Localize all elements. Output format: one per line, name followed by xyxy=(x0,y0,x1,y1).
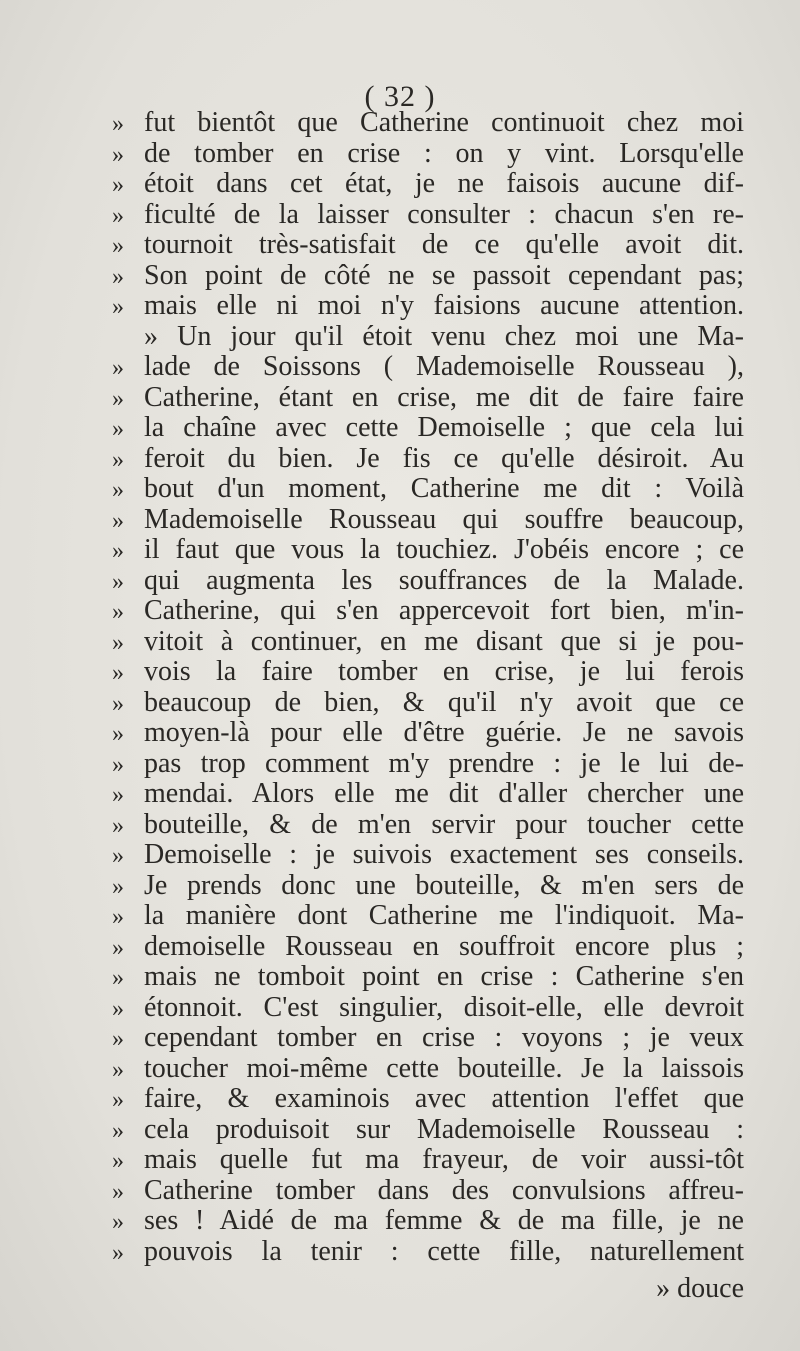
line-text: mais quelle fut ma frayeur, de voir aussi-tôt xyxy=(144,1145,744,1175)
quote-mark: » xyxy=(112,904,124,930)
line-text: pas trop comment m'y prendre : je le lui de- xyxy=(144,748,744,779)
text-line xyxy=(112,566,744,597)
quote-mark: » xyxy=(112,355,124,381)
line-text: faire, & examinois avec attention l'effet que xyxy=(144,1084,744,1114)
line-text: il faut que vous la touchiez. J'obéis encore ; ce xyxy=(144,535,744,565)
line-text: tournoit très-satisfait de ce qu'elle avoit dit. xyxy=(144,230,744,260)
text-line xyxy=(112,383,744,414)
text-line xyxy=(112,749,744,780)
quote-mark: » xyxy=(112,111,124,137)
text-line xyxy=(112,1023,744,1054)
line-text: » Un jour qu'il étoit venu chez moi une Ma- xyxy=(144,321,744,352)
text-line xyxy=(112,871,744,902)
line-text: toucher moi-même cette bouteille. Je la laissois xyxy=(144,1053,744,1084)
quote-mark: » xyxy=(112,1239,124,1266)
text-line xyxy=(112,1115,744,1146)
catchword: » douce xyxy=(656,1273,744,1304)
text-line xyxy=(112,261,744,292)
quote-mark: » xyxy=(112,1117,124,1144)
text-line xyxy=(112,291,744,322)
line-text: feroit du bien. Je fis ce qu'elle désiroit. Au xyxy=(144,443,744,474)
line-text: qui augmenta les souffrances de la Malade. xyxy=(144,565,744,596)
line-text: Catherine tomber dans des convulsions affreu- xyxy=(144,1175,744,1206)
quote-mark: » xyxy=(112,721,124,747)
quote-mark: » xyxy=(112,263,124,290)
quote-mark: » xyxy=(112,446,124,473)
line-text: bouteille, & de m'en servir pour toucher cette xyxy=(144,809,744,840)
text-line xyxy=(112,1206,744,1237)
line-text: Demoiselle : je suivois exactement ses conseils. xyxy=(144,840,744,870)
quote-mark: » xyxy=(112,629,124,656)
text-line xyxy=(112,718,744,749)
quote-mark: » xyxy=(112,812,124,839)
quote-mark: » xyxy=(112,416,124,442)
quote-mark: » xyxy=(112,751,124,778)
quote-mark: » xyxy=(112,1087,124,1113)
text-line xyxy=(112,108,744,139)
text-line xyxy=(112,1054,744,1085)
line-text: mais elle ni moi n'y faisions aucune attention. xyxy=(144,291,744,321)
quote-mark: » xyxy=(112,202,124,229)
quote-mark: » xyxy=(112,995,124,1022)
text-line xyxy=(112,230,744,261)
line-text: Je prends donc une bouteille, & m'en sers de xyxy=(144,870,744,901)
line-text: Catherine, qui s'en appercevoit fort bien, m'in- xyxy=(144,596,744,626)
text-line xyxy=(112,352,744,383)
quote-mark: » xyxy=(112,1026,124,1052)
text-line xyxy=(112,627,744,658)
quote-mark: » xyxy=(112,1209,124,1235)
quote-mark: » xyxy=(112,568,124,595)
line-text: Son point de côté ne se passoit cependant pas; xyxy=(144,260,744,291)
text-line xyxy=(112,139,744,170)
text-line xyxy=(112,322,744,353)
text-line xyxy=(112,688,744,719)
quote-mark: » xyxy=(112,782,124,808)
text-line xyxy=(112,474,744,505)
quote-mark: » xyxy=(112,1148,124,1174)
line-text: fut bientôt que Catherine continuoit chez moi xyxy=(144,108,744,138)
quote-mark: » xyxy=(112,599,124,625)
text-line xyxy=(112,1084,744,1115)
line-text: pouvois la tenir : cette fille, naturellement xyxy=(144,1236,744,1267)
text-line xyxy=(112,1145,744,1176)
quote-mark: » xyxy=(112,965,124,991)
quote-mark: » xyxy=(112,690,124,717)
text-line xyxy=(112,901,744,932)
line-text: lade de Soissons ( Mademoiselle Rousseau ), xyxy=(144,352,744,382)
text-line xyxy=(112,840,744,871)
quote-mark: » xyxy=(112,233,124,259)
quote-mark: » xyxy=(112,660,124,686)
line-text: de tomber en crise : on y vint. Lorsqu'elle xyxy=(144,138,744,169)
line-text: étonnoit. C'est singulier, disoit-elle, elle devroit xyxy=(144,992,744,1023)
quote-mark: » xyxy=(112,873,124,900)
line-text: la chaîne avec cette Demoiselle ; que cela lui xyxy=(144,413,744,443)
line-text: mais ne tomboit point en crise : Catherine s'en xyxy=(144,962,744,992)
text-line xyxy=(112,1176,744,1207)
page-number: ( 32 ) xyxy=(364,80,436,113)
line-text: cela produisoit sur Mademoiselle Rousseau : xyxy=(144,1114,744,1145)
quote-mark: » xyxy=(112,294,124,320)
quote-mark: » xyxy=(112,538,124,564)
quote-mark: » xyxy=(112,934,124,961)
quote-mark: » xyxy=(112,1056,124,1083)
quote-mark: » xyxy=(112,385,124,412)
line-text: cependant tomber en crise : voyons ; je veux xyxy=(144,1023,744,1053)
body-text xyxy=(112,108,744,1267)
quote-mark: » xyxy=(112,172,124,198)
line-text: étoit dans cet état, je ne faisois aucune dif- xyxy=(144,169,744,199)
line-text: beaucoup de bien, & qu'il n'y avoit que ce xyxy=(144,687,744,718)
line-text: mendai. Alors elle me dit d'aller chercher une xyxy=(144,779,744,809)
text-line xyxy=(112,444,744,475)
quote-mark: » xyxy=(112,141,124,168)
text-line xyxy=(112,169,744,200)
line-text: moyen-là pour elle d'être guérie. Je ne savois xyxy=(144,718,744,748)
text-line xyxy=(112,932,744,963)
line-text: ficulté de la laisser consulter : chacun s'en re- xyxy=(144,199,744,230)
line-text: Mademoiselle Rousseau qui souffre beaucoup, xyxy=(144,504,744,535)
quote-mark: » xyxy=(112,507,124,534)
text-line xyxy=(112,596,744,627)
line-text: demoiselle Rousseau en souffroit encore plus ; xyxy=(144,931,744,962)
line-text: ses ! Aidé de ma femme & de ma fille, je ne xyxy=(144,1206,744,1236)
text-line xyxy=(112,810,744,841)
line-text: Catherine, étant en crise, me dit de faire faire xyxy=(144,382,744,413)
text-line xyxy=(112,413,744,444)
line-text: vois la faire tomber en crise, je lui ferois xyxy=(144,657,744,687)
text-line xyxy=(112,962,744,993)
quote-mark: » xyxy=(112,1178,124,1205)
text-line xyxy=(112,657,744,688)
text-line xyxy=(112,1237,744,1268)
line-text: vitoit à continuer, en me disant que si je pou- xyxy=(144,626,744,657)
quote-mark: » xyxy=(112,477,124,503)
quote-mark: » xyxy=(112,843,124,869)
text-line xyxy=(112,505,744,536)
text-line xyxy=(112,535,744,566)
text-line xyxy=(112,993,744,1024)
line-text: bout d'un moment, Catherine me dit : Voilà xyxy=(144,474,744,504)
text-line xyxy=(112,779,744,810)
line-text: la manière dont Catherine me l'indiquoit. Ma- xyxy=(144,901,744,931)
text-line xyxy=(112,200,744,231)
